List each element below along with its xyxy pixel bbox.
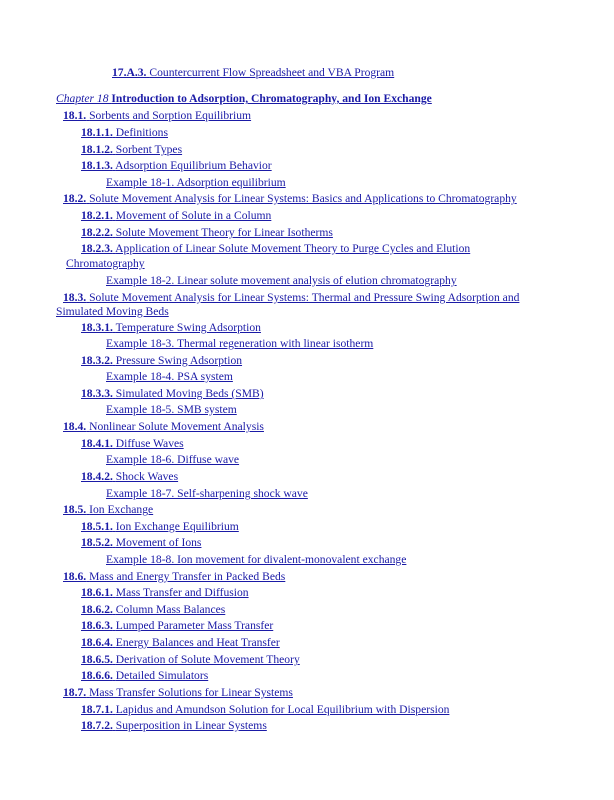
toc-entry[interactable] (63, 420, 264, 434)
toc-link[interactable]: 18.6.1. Mass Transfer and Diffusion (81, 586, 249, 599)
toc-entry[interactable] (81, 354, 242, 368)
toc-link[interactable]: 18.1. Sorbents and Sorption Equilibrium (63, 109, 252, 122)
toc-example[interactable] (106, 553, 406, 567)
toc-link[interactable]: 18.6. Mass and Energy Transfer in Packed Beds (63, 570, 286, 583)
toc-link[interactable]: Example 18-3. Thermal regeneration with linear isotherm (106, 337, 374, 350)
toc-example[interactable] (106, 453, 239, 467)
toc-entry[interactable] (81, 636, 280, 650)
toc-link[interactable]: Example 18-7. Self-sharpening shock wave (106, 487, 308, 500)
toc-link[interactable]: 18.7.2. Superposition in Linear Systems (81, 719, 267, 732)
toc-link[interactable]: Example 18-6. Diffuse wave (106, 453, 240, 466)
toc-entry[interactable] (81, 126, 168, 140)
toc-link[interactable]: 18.2.1. Movement of Solute in a Column (81, 209, 272, 222)
toc-example[interactable] (106, 176, 286, 190)
toc-entry[interactable] (81, 520, 239, 534)
chapter-link[interactable] (56, 92, 432, 105)
toc-example[interactable] (106, 370, 233, 384)
toc-example[interactable] (106, 403, 237, 417)
toc-entry[interactable] (63, 291, 519, 305)
chapter-heading[interactable] (56, 92, 432, 106)
toc-entry[interactable] (81, 387, 264, 401)
toc-link[interactable]: 18.2. Solute Movement Analysis for Linear Systems: Basics and Applications to Chromatography (63, 192, 517, 205)
toc-link[interactable]: 18.4. Nonlinear Solute Movement Analysis (63, 420, 264, 433)
toc-link[interactable]: Example 18-4. PSA system (106, 370, 233, 383)
toc-link[interactable]: 18.6.2. Column Mass Balances (81, 603, 226, 616)
toc-link[interactable]: Simulated Moving Beds (56, 305, 169, 318)
toc-link[interactable]: 18.1.1. Definitions (81, 126, 168, 139)
toc-link[interactable]: Example 18-8. Ion movement for divalent-monovalent exchange (106, 553, 407, 566)
toc-entry[interactable] (81, 619, 273, 633)
toc-link[interactable]: 18.4.1. Diffuse Waves (81, 437, 184, 450)
toc-entry[interactable] (81, 159, 272, 173)
chapter-title: Introduction to Adsorption, Chromatography, and Ion Exchange (111, 92, 432, 105)
toc-link[interactable]: 18.7.1. Lapidus and Amundson Solution for Local Equilibrium with Dispersion (81, 703, 450, 716)
toc-link[interactable]: 18.6.3. Lumped Parameter Mass Transfer (81, 619, 274, 632)
toc-link[interactable]: 18.1.3. Adsorption Equilibrium Behavior (81, 159, 272, 172)
toc-entry[interactable] (63, 570, 285, 584)
toc-link[interactable]: 18.6.4. Energy Balances and Heat Transfer (81, 636, 280, 649)
toc-link[interactable]: 18.3.2. Pressure Swing Adsorption (81, 354, 243, 367)
toc-link[interactable]: 17.A.3. Countercurrent Flow Spreadsheet and VBA Program (112, 66, 395, 79)
toc-link[interactable]: 18.2.2. Solute Movement Theory for Linear Isotherms (81, 226, 333, 239)
toc-entry-appendix[interactable] (112, 66, 394, 80)
toc-entry[interactable] (63, 109, 251, 123)
toc-entry[interactable] (81, 143, 182, 157)
toc-entry[interactable] (81, 437, 184, 451)
toc-link[interactable]: Example 18-1. Adsorption equilibrium (106, 176, 286, 189)
toc-link[interactable]: 18.7. Mass Transfer Solutions for Linear Systems (63, 686, 293, 699)
toc-entry[interactable] (81, 703, 449, 717)
toc-link[interactable]: 18.5.2. Movement of Ions (81, 536, 202, 549)
toc-example[interactable] (106, 487, 308, 501)
toc-link[interactable]: 18.3.3. Simulated Moving Beds (SMB) (81, 387, 264, 400)
toc-example[interactable] (106, 274, 457, 288)
toc-entry-continuation[interactable] (66, 257, 145, 271)
toc-entry[interactable] (81, 536, 201, 550)
toc-link[interactable]: Chromatography (66, 257, 145, 270)
toc-entry[interactable] (81, 603, 225, 617)
toc-link[interactable]: 18.3. Solute Movement Analysis for Linear Systems: Thermal and Pressure Swing Adsorption and (63, 291, 520, 304)
toc-entry[interactable] (81, 719, 267, 733)
toc-entry[interactable] (63, 686, 293, 700)
toc-entry[interactable] (63, 503, 153, 517)
toc-link[interactable]: 18.6.5. Derivation of Solute Movement Theory (81, 653, 300, 666)
toc-entry[interactable] (81, 669, 208, 683)
toc-link[interactable]: 18.6.6. Detailed Simulators (81, 669, 209, 682)
toc-entry[interactable] (81, 226, 333, 240)
toc-entry[interactable] (81, 653, 300, 667)
toc-entry-continuation[interactable] (56, 305, 169, 319)
chapter-label: Chapter 18 (56, 92, 109, 105)
toc-link[interactable]: 18.5. Ion Exchange (63, 503, 154, 516)
toc-entry[interactable] (81, 242, 470, 256)
toc-entry[interactable] (81, 321, 261, 335)
toc-link[interactable]: Example 18-5. SMB system (106, 403, 237, 416)
toc-link[interactable]: 18.5.1. Ion Exchange Equilibrium (81, 520, 239, 533)
toc-entry[interactable] (63, 192, 517, 206)
toc-link[interactable]: 18.1.2. Sorbent Types (81, 143, 183, 156)
toc-link[interactable]: 18.3.1. Temperature Swing Adsorption (81, 321, 261, 334)
toc-entry[interactable] (81, 209, 271, 223)
toc-example[interactable] (106, 337, 373, 351)
toc-link[interactable]: 18.2.3. Application of Linear Solute Movement Theory to Purge Cycles and Elution (81, 242, 471, 255)
toc-link[interactable]: Example 18-2. Linear solute movement analysis of elution chromatography (106, 274, 457, 287)
toc-link[interactable]: 18.4.2. Shock Waves (81, 470, 179, 483)
toc-entry[interactable] (81, 586, 249, 600)
toc-entry[interactable] (81, 470, 178, 484)
